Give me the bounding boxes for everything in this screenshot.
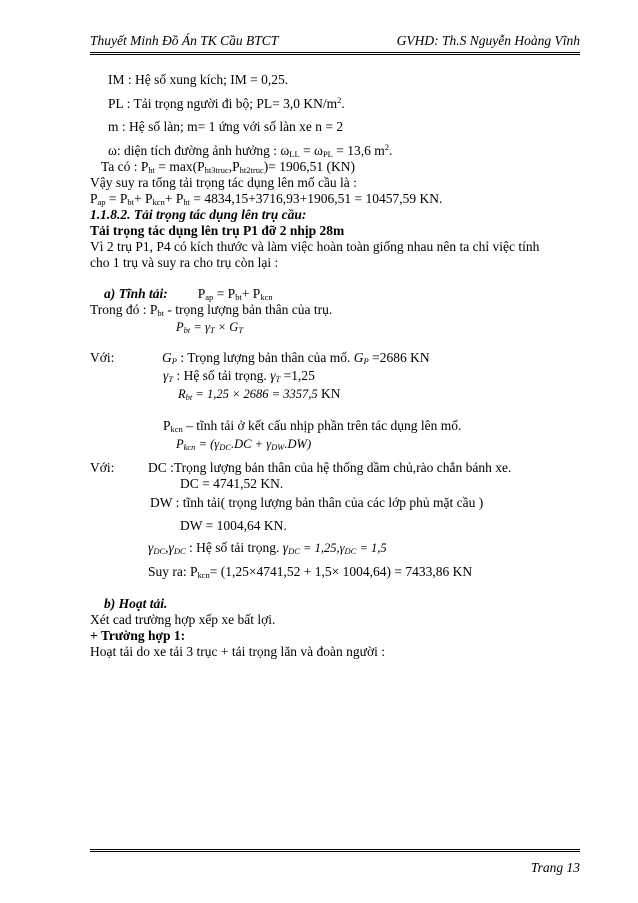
dw-value: DW = 1004,64 KN. <box>180 518 287 533</box>
im-line: IM : Hệ số xung kích; IM = 0,25. <box>108 72 289 87</box>
pkcn-line: $P_{kcn}$ – tĩnh tải ở kết cấu nhịp phần trên tác dụng lên mố. <box>163 418 462 434</box>
pl-line: PL : Tải trọng người đi bộ; PL= 3,0 $KN/m^2$. <box>108 95 345 111</box>
dw-definition: DW : tĩnh tải( trọng lượng bản thân của các lớp phủ mặt cầu ) <box>150 495 484 510</box>
header-advisor: GVHD: Th.S Nguyễn Hoàng Vĩnh <box>396 33 580 48</box>
dc-definition: DC :Trọng lượng bản thân của hệ thống dầm chủ,rào chắn bánh xe. <box>148 460 512 475</box>
vay-line: Vậy suy ra tổng tải trọng tác dụng lên mố cầu là : <box>90 175 357 190</box>
taco-line: Ta có : $P_{ht} = \max(P_{ht3truc},P_{ht2truc})= 1906,51$ (KN) <box>101 159 355 175</box>
hoat-tai-line: Hoạt tải do xe tải 3 trục + tải trọng lăn và đoàn người : <box>90 644 385 659</box>
static-load-line: a) Tĩnh tải: $P_{ap} = P_{bt}+ P_{kcn}$ <box>104 286 273 302</box>
gamma-dc-line: $\gamma_{DC},\gamma_{DC}$ : Hệ số tải trọng. $\gamma_{DC} = 1,25,\gamma_{DC} = 1,5$ <box>148 540 387 556</box>
m-line: m : Hệ số làn; m= 1 ứng với số làn xe n = 2 <box>108 119 344 134</box>
section-heading: 1.1.8.2. Tải trọng tác dụng lên trụ cầu: <box>90 207 307 222</box>
paragraph-line-2: cho 1 trụ và suy ra cho trụ còn lại : <box>90 255 279 270</box>
pap-line: $P_{ap} = P_{bt}+ P_{kcn}+ P_{ht} = 4834,15+3716,93+1906,51 = 10457,59$ KN. <box>90 191 443 207</box>
header-rule <box>90 52 580 55</box>
static-load-title: a) Tĩnh tải: <box>104 286 168 301</box>
paragraph-line-1: Vì 2 trụ P1, P4 có kích thước và làm việc hoàn toàn giống nhau nên ta chỉ việc tính <box>90 239 540 254</box>
suy-ra-line: Suy ra: $P_{kcn}= (1,25\times 4741,52 + 1,5\times 1004,64) = 7433,86$ KN <box>148 564 473 580</box>
footer-rule <box>90 849 580 852</box>
omega-line: ω: diện tích đường ảnh hưởng : $\omega_{LL} = \omega_{PL} = 13,6$ $m^2$. <box>108 142 393 159</box>
xet-line: Xét cad trường hợp xếp xe bất lợi. <box>90 612 276 627</box>
page-number: Trang 13 <box>530 860 580 875</box>
pkcn-formula: $P_{kcn} = (\gamma_{DC}.DC + \gamma_{DW}.DW)$ <box>176 437 312 452</box>
pbt-formula: $P_{bt} = \gamma_T \times G_T$ <box>176 320 244 335</box>
live-load-title: b) Hoạt tải. <box>104 596 168 611</box>
dc-value: DC = 4741,52 KN. <box>180 476 284 491</box>
header-title: Thuyết Minh Đồ Án TK Cầu BTCT <box>90 33 279 48</box>
rbt-formula: $R_{bt} = 1,25 \times 2686 = 3357,5$ KN <box>178 386 341 402</box>
voi-label-1: Với: <box>90 350 115 365</box>
trong-do-line: Trong đó : $P_{bt}$ - trọng lượng bản thân của trụ. <box>90 302 333 318</box>
voi-label-2: Với: <box>90 460 115 475</box>
gt-line: $\gamma_T$ : Hệ số tải trọng. $\gamma_T =1,25$ <box>163 368 315 384</box>
case-1-heading: + Trường hợp 1: <box>90 628 186 643</box>
subsection-heading: Tải trọng tác dụng lên trụ P1 đỡ 2 nhịp 28m <box>90 223 345 238</box>
gp-line: $G_P$ : Trọng lượng bản thân của mố. $G_P =2686$ KN <box>162 350 430 366</box>
